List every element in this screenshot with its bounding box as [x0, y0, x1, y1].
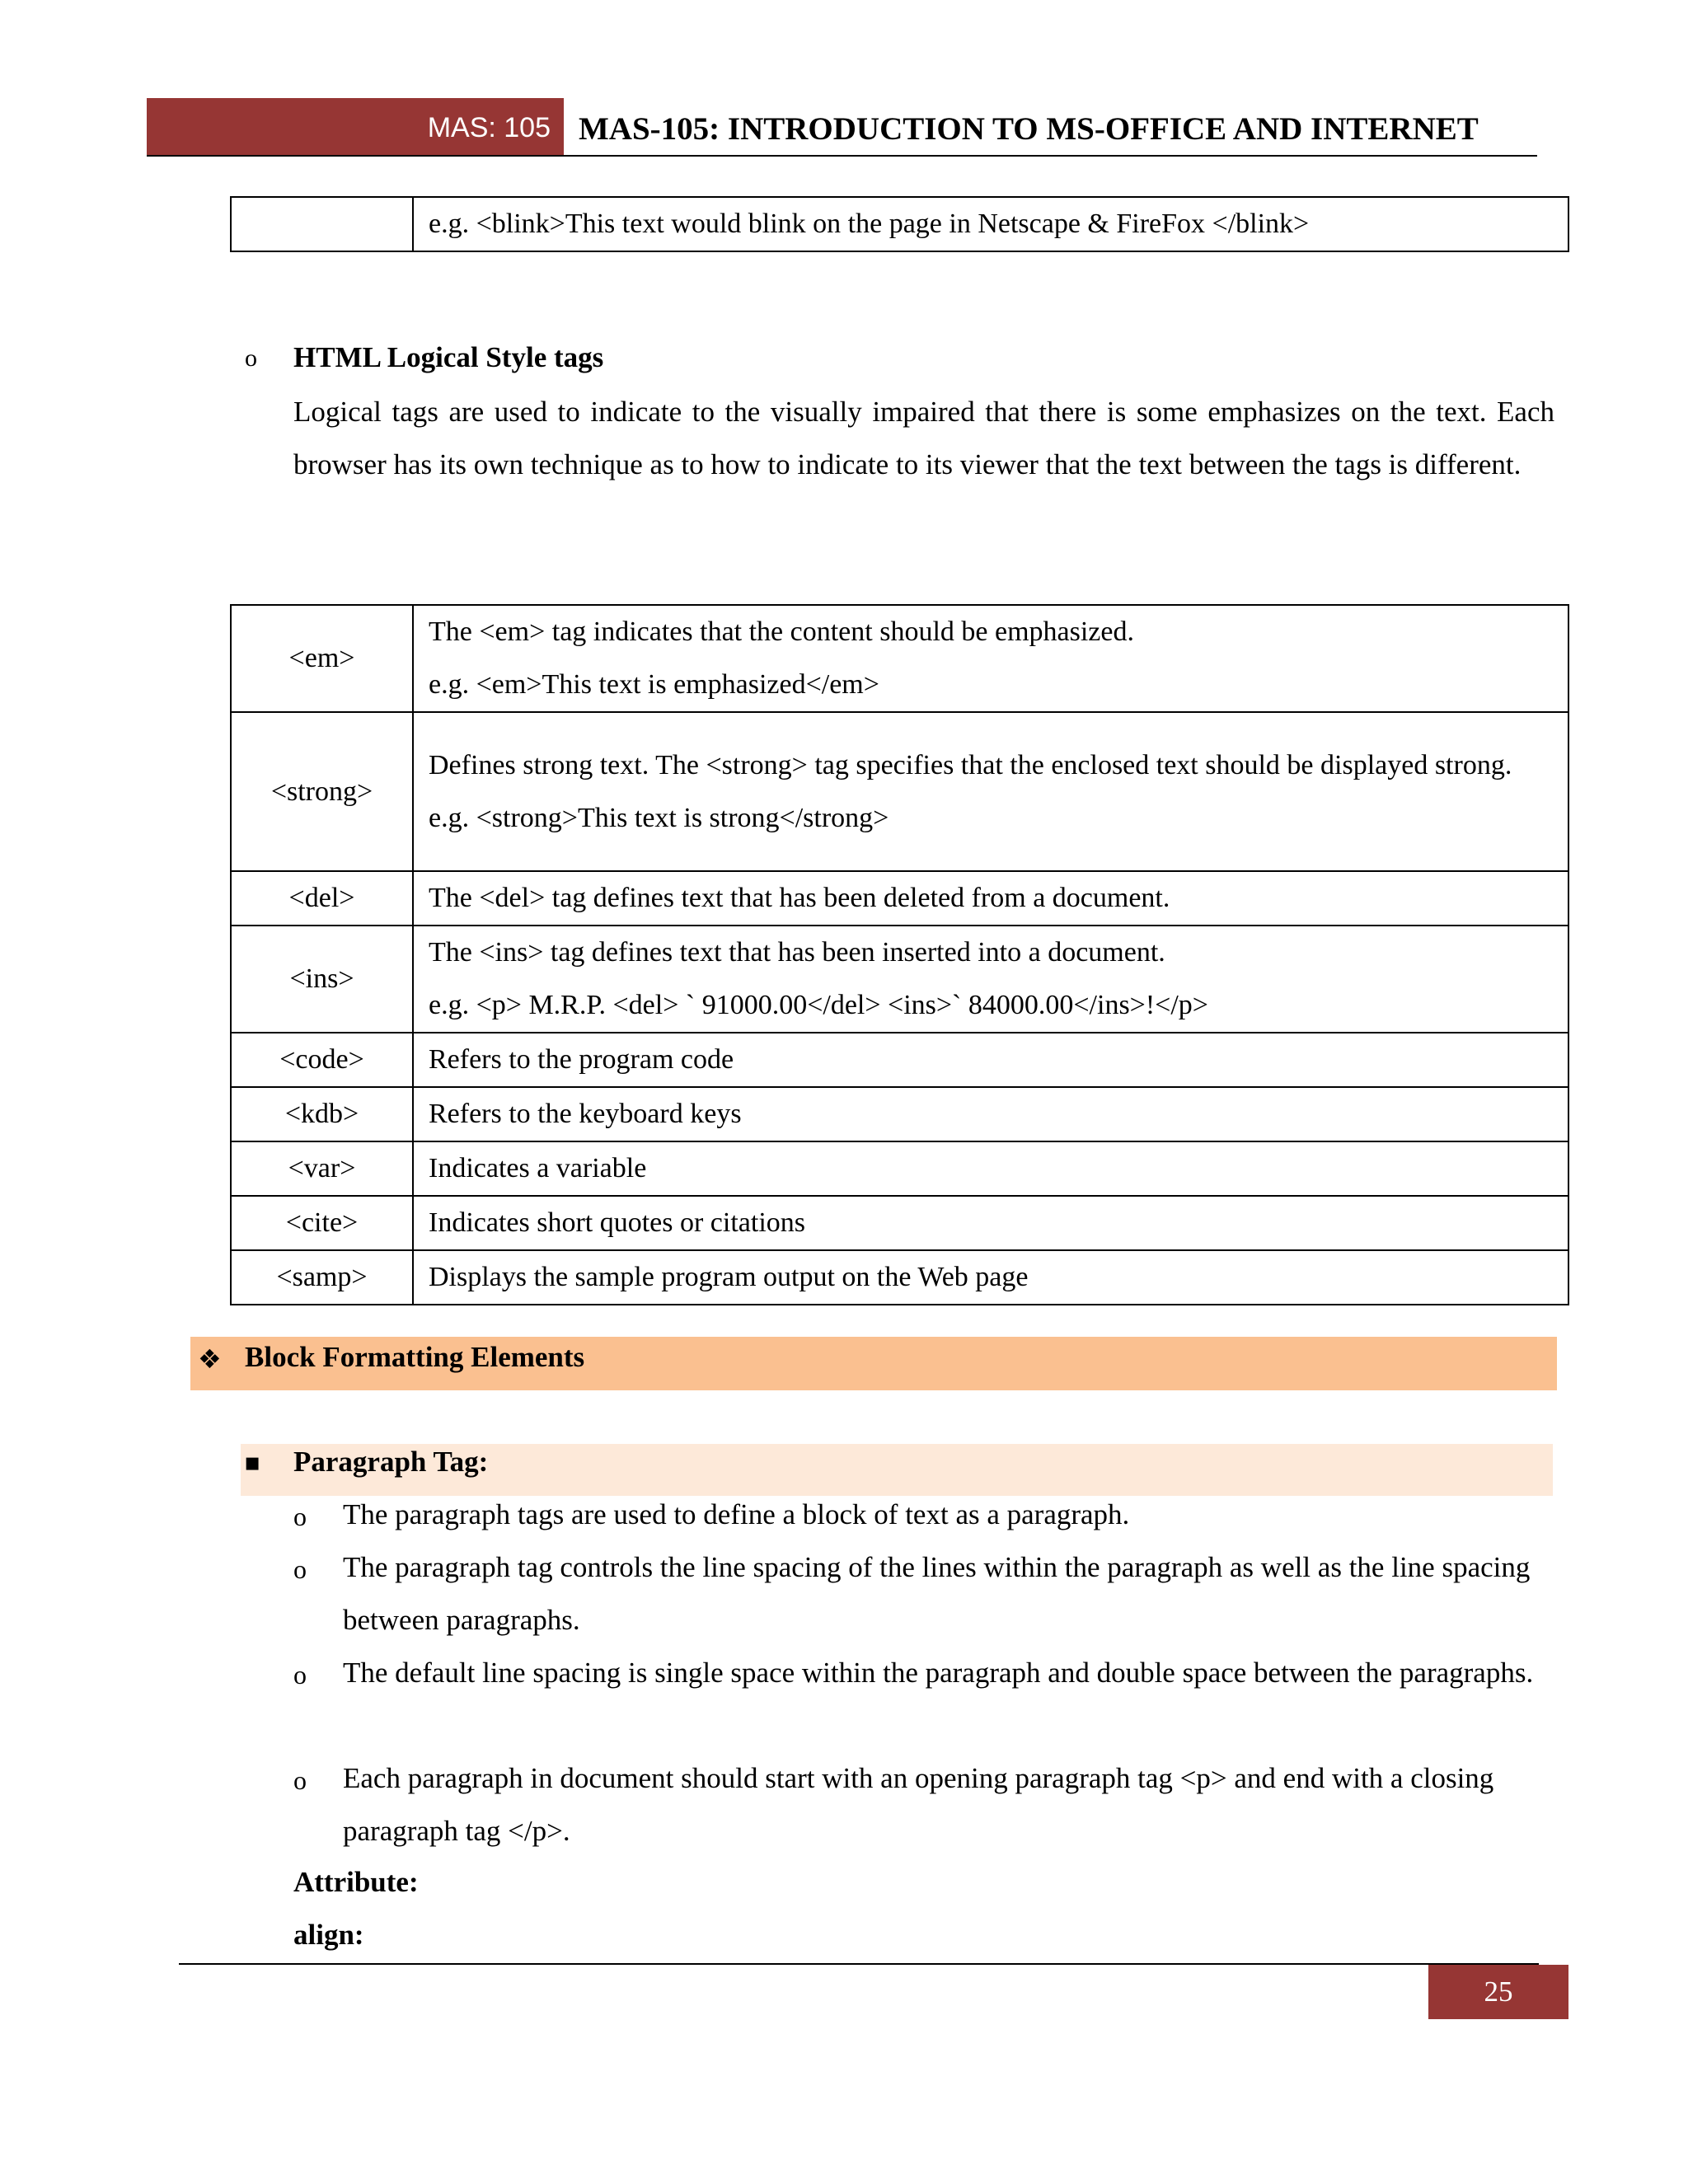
hollow-bullet: o — [245, 344, 257, 372]
description-line: Indicates short quotes or citations — [429, 1207, 806, 1238]
tag-cell: <strong> — [231, 712, 413, 871]
description-cell — [413, 1087, 1568, 1141]
list-item: The paragraph tags are used to define a block of text as a paragraph. — [343, 1498, 1130, 1530]
table-row — [231, 1196, 1568, 1250]
description-cell — [413, 1250, 1568, 1305]
page-header-title: MAS-105: INTRODUCTION TO MS-OFFICE AND INTERNET — [579, 111, 1479, 147]
list-bullet: o — [293, 1554, 307, 1584]
diamond-bullet-icon: ❖ — [198, 1343, 222, 1375]
align-label: align: — [293, 1919, 364, 1951]
example-line: e.g. <em>This text is emphasized</em> — [429, 669, 879, 700]
footer-rule — [179, 1963, 1539, 1965]
list-item: The default line spacing is single space within the paragraph and double space between the paragraphs. — [343, 1657, 1534, 1689]
table-row — [231, 1033, 1568, 1087]
table-row — [231, 871, 1568, 926]
table-row — [231, 1141, 1568, 1196]
attribute-label: Attribute: — [293, 1866, 419, 1898]
tag-cell: <kdb> — [231, 1087, 413, 1141]
table-row — [231, 197, 1568, 251]
table-row — [231, 605, 1568, 712]
list-bullet: o — [293, 1660, 307, 1690]
course-code: MAS: 105 — [427, 112, 551, 143]
description-line: Displays the sample program output on the Web page — [429, 1262, 1029, 1292]
logical-style-heading: HTML Logical Style tags — [293, 341, 604, 373]
description-cell — [413, 605, 1568, 712]
description-cell — [413, 926, 1568, 1033]
tag-cell: <samp> — [231, 1250, 413, 1305]
description-line: Refers to the program code — [429, 1044, 734, 1075]
list-item: The paragraph tag controls the line spacing of the lines within the paragraph as well as the line spacing between paragraphs. — [343, 1551, 1531, 1636]
tag-cell: <ins> — [231, 926, 413, 1033]
header-rule — [147, 155, 1537, 157]
description-line: e.g. <blink>This text would blink on the page in Netscape & FireFox </blink> — [429, 209, 1310, 239]
description-cell — [413, 871, 1568, 926]
table-row — [231, 1087, 1568, 1141]
description-cell — [413, 1141, 1568, 1196]
page-number: 25 — [1428, 1965, 1568, 2019]
list-bullet: o — [293, 1765, 307, 1795]
example-line: e.g. <p> M.R.P. <del> ` 91000.00</del> <ins>` 84000.00</ins>!</p> — [429, 990, 1208, 1020]
description-line: Refers to the keyboard keys — [429, 1099, 742, 1129]
tag-cell: <del> — [231, 871, 413, 926]
tag-cell: <var> — [231, 1141, 413, 1196]
description-line: The <del> tag defines text that has been deleted from a document. — [429, 883, 1170, 913]
description-cell — [413, 712, 1568, 871]
tag-cell: <em> — [231, 605, 413, 712]
table-row — [231, 926, 1568, 1033]
description-cell — [413, 197, 1568, 251]
description-line: Defines strong text. The <strong> tag specifies that the enclosed text should be displayed strong. — [429, 749, 1512, 780]
table-row — [231, 1250, 1568, 1305]
example-line: e.g. <strong>This text is strong</strong> — [429, 802, 889, 833]
description-cell — [413, 1033, 1568, 1087]
logical-style-paragraph: Logical tags are used to indicate to the visually impaired that there is some emphasizes on the text. Each browser has its own technique as to how to indicate to its viewer that the text between the tags is different. — [293, 396, 1554, 480]
block-formatting-heading: Block Formatting Elements — [245, 1341, 585, 1373]
tag-cell: <cite> — [231, 1196, 413, 1250]
tag-cell: <code> — [231, 1033, 413, 1087]
table-row — [231, 712, 1568, 871]
description-line: Indicates a variable — [429, 1153, 647, 1183]
list-bullet: o — [293, 1502, 307, 1531]
description-line: The <ins> tag defines text that has been inserted into a document. — [429, 937, 1165, 968]
list-item: Each paragraph in document should start with an opening paragraph tag <p> and end with a closing paragraph tag </p>. — [343, 1762, 1494, 1847]
tag-cell — [231, 197, 413, 251]
paragraph-tag-heading: Paragraph Tag: — [293, 1446, 489, 1478]
description-line: The <em> tag indicates that the content should be emphasized. — [429, 616, 1134, 647]
logical-tags-table — [230, 604, 1569, 1305]
blink-table — [230, 196, 1569, 252]
square-bullet-icon: ▪ — [244, 1448, 261, 1477]
description-cell — [413, 1196, 1568, 1250]
